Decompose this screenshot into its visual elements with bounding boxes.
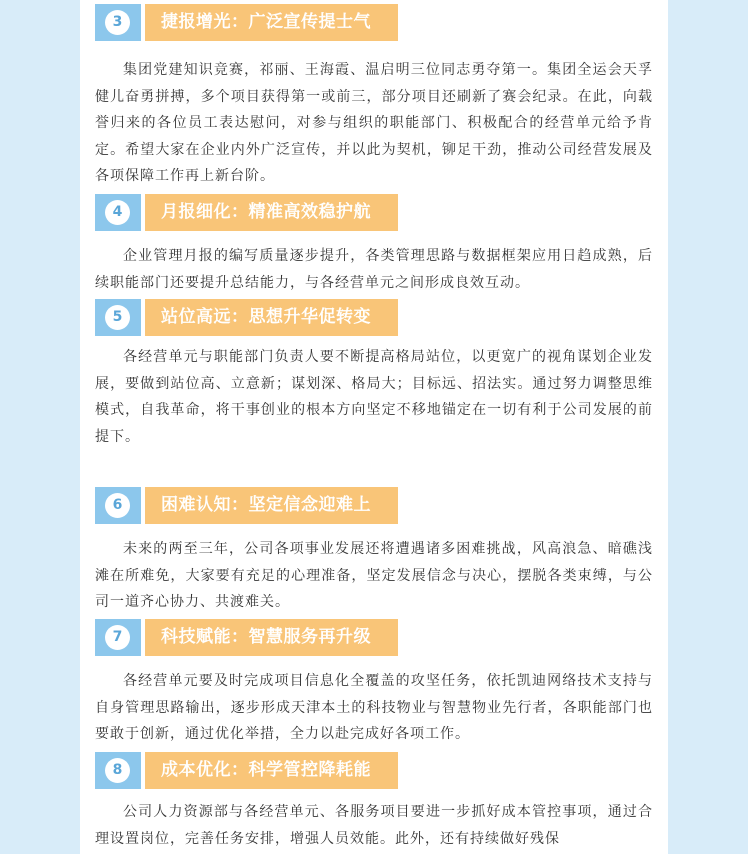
number-badge xyxy=(95,4,141,41)
section-paragraph: 各经营单元与职能部门负责人要不断提高格局站位，以更宽广的视角谋划企业发展，要做到站位高、立意新；谋划深、格局大；目标远、招法实。通过努力调整思维模式，自我革命，将干事创业的根本方向坚定不移地锚定在一切有利于公司发展的前提下。 xyxy=(95,349,653,445)
section-title: 科技赋能：智慧服务再升级 xyxy=(161,627,371,647)
title-bar xyxy=(145,619,398,656)
number-badge xyxy=(95,299,141,336)
section-title: 捷报增光：广泛宣传提士气 xyxy=(161,12,371,32)
section-paragraph: 企业管理月报的编写质量逐步提升，各类管理思路与数据框架应用日趋成熟，后续职能部门还要提升总结能力，与各经营单元之间形成良效互动。 xyxy=(95,248,653,291)
title-bar xyxy=(145,299,398,336)
section-7 xyxy=(80,619,668,748)
article-page xyxy=(80,0,668,854)
number-circle: 5 xyxy=(105,305,130,330)
number-badge xyxy=(95,194,141,231)
number-circle: 7 xyxy=(105,625,130,650)
section-heading xyxy=(95,4,398,41)
section-heading xyxy=(95,487,398,524)
section-3 xyxy=(80,4,668,190)
section-title: 成本优化：科学管控降耗能 xyxy=(161,760,371,780)
title-bar xyxy=(145,4,398,41)
section-paragraph: 未来的两至三年，公司各项事业发展还将遭遇诸多困难挑战，风高浪急、暗礁浅滩在所难免，大家要有充足的心理准备，坚定发展信念与决心，摆脱各类束缚，与公司一道齐心协力、共渡难关。 xyxy=(95,541,653,610)
section-title: 困难认知：坚定信念迎难上 xyxy=(161,495,371,515)
title-bar xyxy=(145,752,398,789)
number-circle: 4 xyxy=(105,200,130,225)
section-6 xyxy=(80,487,668,616)
section-paragraph: 公司人力资源部与各经营单元、各服务项目要进一步抓好成本管控事项，通过合理设置岗位，完善任务安排，增强人员效能。此外，还有持续做好残保 xyxy=(95,804,653,847)
number-circle: 8 xyxy=(105,758,130,783)
title-bar xyxy=(145,487,398,524)
section-5 xyxy=(80,299,668,450)
section-heading xyxy=(95,194,398,231)
title-bar xyxy=(145,194,398,231)
number-circle: 6 xyxy=(105,493,130,518)
section-title: 月报细化：精准高效稳护航 xyxy=(161,202,371,222)
section-paragraph: 集团党建知识竞赛，祁丽、王海霞、温启明三位同志勇夺第一。集团全运会天孚健儿奋勇拼搏，多个项目获得第一或前三，部分项目还刷新了赛会纪录。在此，向载誉归来的各位员工表达慰问，对参与组织的职能部门、积极配合的经营单元给予肯定。希望大家在企业内外广泛宣传，并以此为契机，铆足干劲，推动公司经营发展及各项保障工作再上新台阶。 xyxy=(95,62,653,184)
number-badge xyxy=(95,752,141,789)
section-heading xyxy=(95,619,398,656)
section-heading xyxy=(95,752,398,789)
section-title: 站位高远：思想升华促转变 xyxy=(161,307,371,327)
section-paragraph: 各经营单元要及时完成项目信息化全覆盖的攻坚任务，依托凯迪网络技术支持与自身管理思路输出，逐步形成天津本土的科技物业与智慧物业先行者，各职能部门也要敢于创新，通过优化举措，全力以赴完成好各项工作。 xyxy=(95,673,653,742)
number-badge xyxy=(95,487,141,524)
number-badge xyxy=(95,619,141,656)
number-circle: 3 xyxy=(105,10,130,35)
section-4 xyxy=(80,194,668,296)
section-heading xyxy=(95,299,398,336)
section-8 xyxy=(80,752,668,852)
